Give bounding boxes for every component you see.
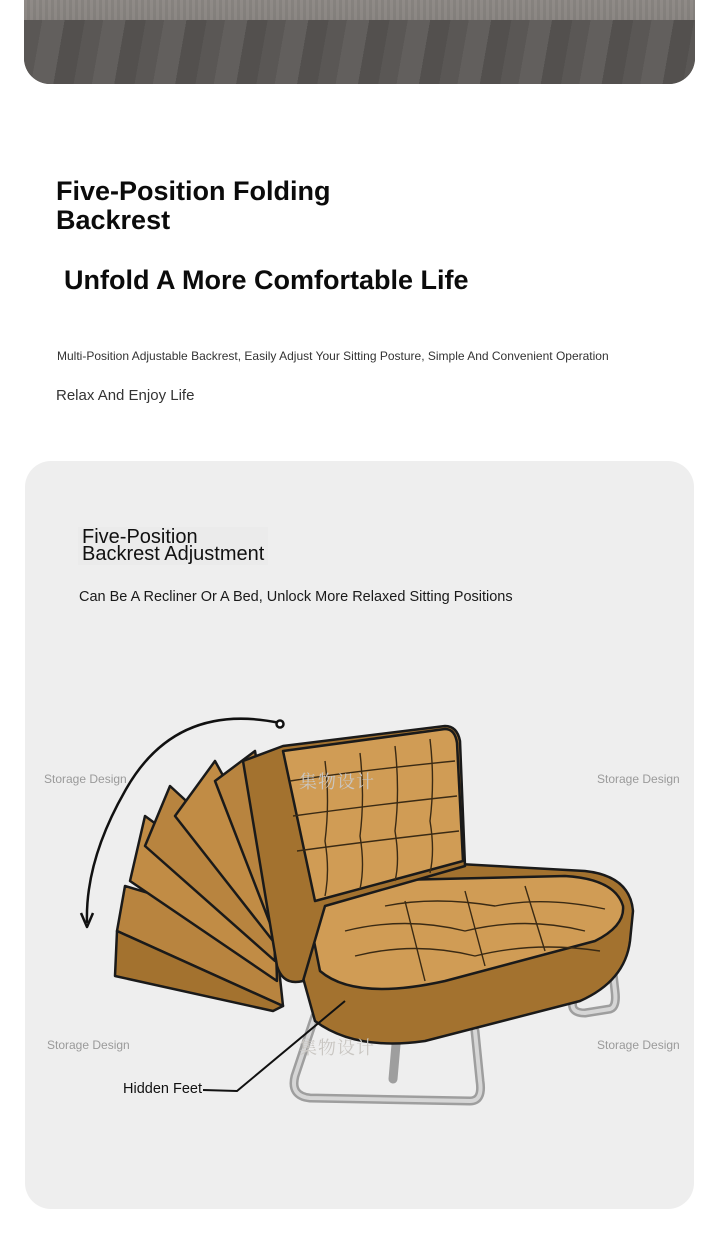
wood-floor — [24, 20, 695, 84]
top-product-photo — [24, 0, 695, 84]
watermark-cn-bottom: 集物设计 — [299, 1038, 375, 1058]
section-description: Multi-Position Adjustable Backrest, Easily Adjust Your Sitting Posture, Simple And Convenient Operation — [57, 349, 609, 363]
panel-title-line1: Five-Position — [82, 526, 198, 548]
section-subtitle: Unfold A More Comfortable Life — [64, 265, 469, 295]
hidden-feet-label: Hidden Feet — [123, 1081, 202, 1097]
rug-texture — [24, 0, 695, 20]
watermark-right-top: Storage Design — [597, 772, 680, 786]
section-title: Five-Position Folding Backrest — [56, 176, 331, 235]
panel-subtitle: Can Be A Recliner Or A Bed, Unlock More Relaxed Sitting Positions — [79, 589, 513, 605]
watermark-left-top: Storage Design — [44, 772, 127, 786]
watermark-right-bottom: Storage Design — [597, 1038, 680, 1052]
section-tagline: Relax And Enjoy Life — [56, 387, 195, 404]
panel-title — [78, 527, 268, 565]
watermark-cn-top: 集物设计 — [299, 772, 375, 792]
watermark-left-bottom: Storage Design — [47, 1038, 130, 1052]
panel-title-line2: Backrest Adjustment — [82, 543, 265, 565]
